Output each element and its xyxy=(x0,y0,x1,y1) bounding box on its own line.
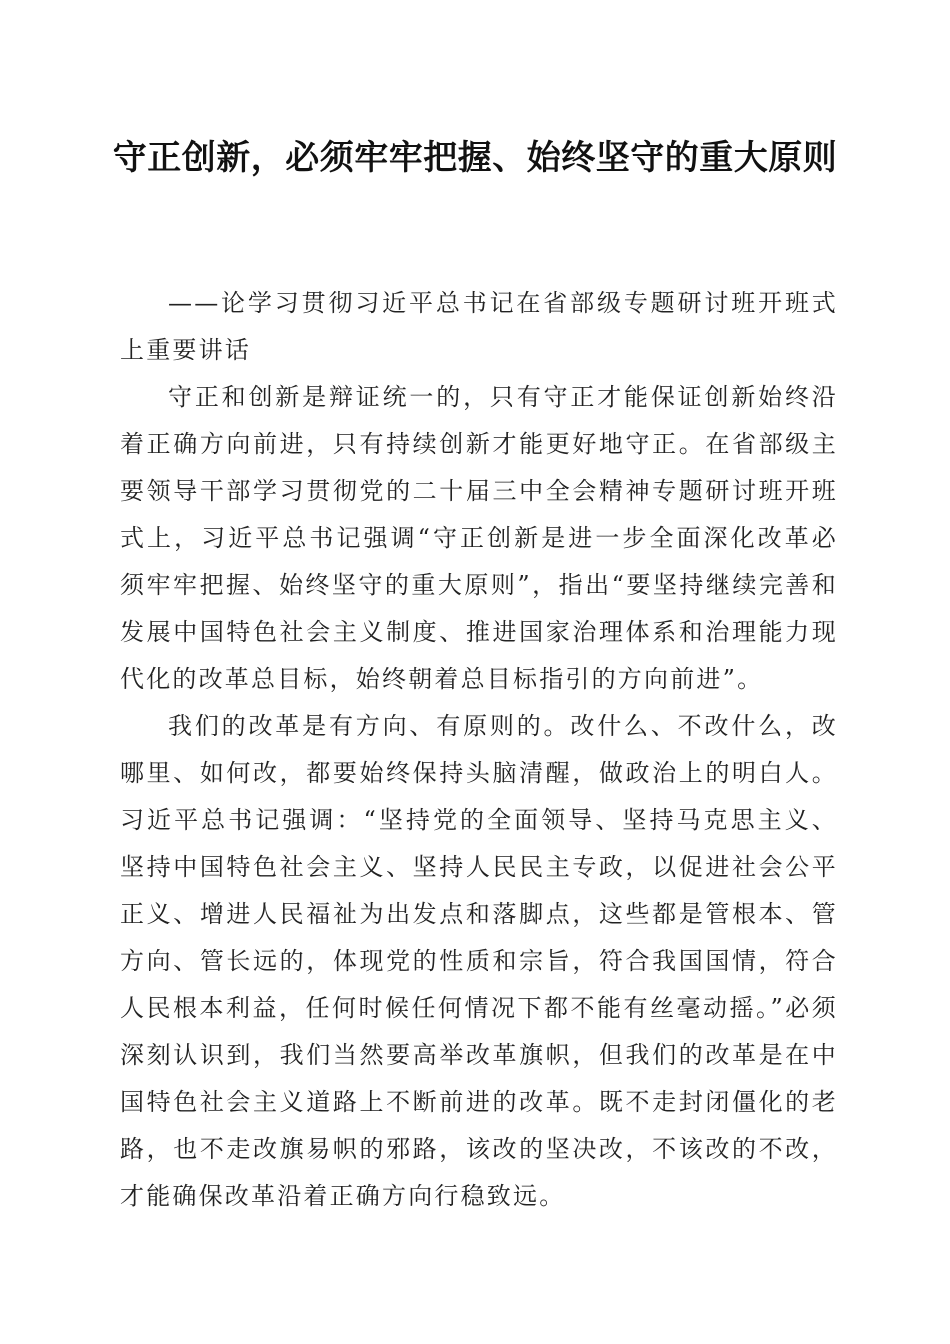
document-title: 守正创新，必须牢牢把握、始终坚守的重大原则 xyxy=(112,138,838,178)
document-subtitle: ——论学习贯彻习近平总书记在省部级专题研讨班开班式上重要讲话 xyxy=(120,289,838,364)
paragraph: 守正和创新是辩证统一的，只有守正才能保证创新始终沿着正确方向前进，只有持续创新才能更好地守正。在省部级主要领导干部学习贯彻党的二十届三中全会精神专题研讨班开班式上，习近平总书记强调“守正创新是进一步全面深化改革必须牢牢把握、始终坚守的重大原则”，指出“要坚持继续完善和发展中国特色社会主义制度、推进国家治理体系和治理能力现代化的改革总目标，始终朝着总目标指引的方向前进”。 xyxy=(120,383,838,693)
document-body xyxy=(120,280,838,1220)
paragraph: 我们的改革是有方向、有原则的。改什么、不改什么，改哪里、如何改，都要始终保持头脑清醒，做政治上的明白人。习近平总书记强调：“坚持党的全面领导、坚持马克思主义、坚持中国特色社会主义、坚持人民民主专政，以促进社会公平正义、增进人民福祉为出发点和落脚点，这些都是管根本、管方向、管长远的，体现党的性质和宗旨，符合我国国情，符合人民根本利益，任何时候任何情况下都不能有丝毫动摇。”必须深刻认识到，我们当然要高举改革旗帜，但我们的改革是在中国特色社会主义道路上不断前进的改革。既不走封闭僵化的老路，也不走改旗易帜的邪路，该改的坚决改，不该改的不改，才能确保改革沿着正确方向行稳致远。 xyxy=(120,712,838,1210)
